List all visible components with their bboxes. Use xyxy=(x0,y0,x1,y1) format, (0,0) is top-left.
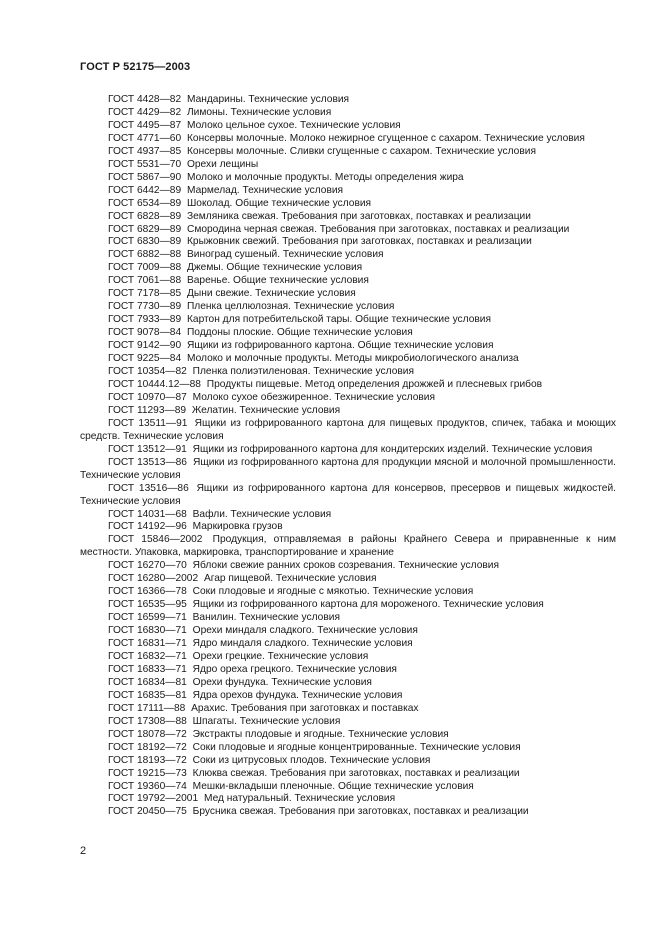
reference-entry xyxy=(80,457,616,483)
reference-title: Соки плодовые и ягодные концентрированные. Технические условия xyxy=(192,741,521,753)
reference-title: Шпагаты. Технические условия xyxy=(192,715,341,727)
reference-title: Поддоны плоские. Общие технические условия xyxy=(186,327,413,339)
reference-entry xyxy=(80,211,616,224)
reference-code: ГОСТ 4771—60 xyxy=(108,132,182,144)
reference-title: Мед натуральный. Технические условия xyxy=(203,793,396,805)
reference-entry xyxy=(80,327,616,340)
reference-code: ГОСТ 16366—78 xyxy=(108,586,187,598)
reference-code: ГОСТ 4428—82 xyxy=(108,94,182,105)
reference-code: ГОСТ 19792—2001 xyxy=(108,793,199,805)
reference-entry xyxy=(80,806,616,819)
reference-entry xyxy=(80,560,616,573)
reference-code: ГОСТ 16832—71 xyxy=(108,650,187,662)
reference-code: ГОСТ 6442—89 xyxy=(108,184,182,196)
reference-entry xyxy=(80,107,616,120)
reference-entry xyxy=(80,573,616,586)
reference-entry xyxy=(80,651,616,664)
reference-entry xyxy=(80,392,616,405)
reference-entry xyxy=(80,716,616,729)
reference-entry xyxy=(80,625,616,638)
reference-code: ГОСТ 16535—95 xyxy=(108,599,187,611)
reference-title: Ящики из гофрированного картона для пищевых продуктов, спичек, табака и моющих средств. Технические условия xyxy=(80,417,616,442)
reference-title: Экстракты плодовые и ягодные. Технические условия xyxy=(192,728,449,740)
reference-code: ГОСТ 13513—86 xyxy=(108,456,187,468)
reference-code: ГОСТ 6829—89 xyxy=(108,223,182,235)
reference-entry xyxy=(80,94,616,107)
reference-title: Ванилин. Технические условия xyxy=(192,612,340,624)
reference-code: ГОСТ 10444.12—88 xyxy=(108,378,201,390)
reference-title: Шоколад. Общие технические условия xyxy=(186,197,372,209)
reference-title: Мармелад. Технические условия xyxy=(186,184,344,196)
reference-code: ГОСТ 7061—88 xyxy=(108,275,182,287)
reference-code: ГОСТ 9078—84 xyxy=(108,327,182,339)
reference-code: ГОСТ 13511—91 xyxy=(108,417,188,429)
reference-code: ГОСТ 4937—85 xyxy=(108,145,182,157)
reference-entry xyxy=(80,664,616,677)
reference-entry xyxy=(80,172,616,185)
reference-entry xyxy=(80,249,616,262)
reference-title: Продукты пищевые. Метод определения дрожжей и плесневых грибов xyxy=(206,378,543,390)
reference-title: Лимоны. Технические условия xyxy=(186,106,332,118)
reference-title: Арахис. Требования при заготовках и поставках xyxy=(191,702,419,714)
reference-code: ГОСТ 17308—88 xyxy=(108,715,187,727)
reference-entry xyxy=(80,703,616,716)
reference-code: ГОСТ 10354—82 xyxy=(108,366,187,378)
reference-entry xyxy=(80,677,616,690)
reference-entry xyxy=(80,236,616,249)
reference-title: Виноград сушеный. Технические условия xyxy=(186,249,384,261)
reference-title: Ящики из гофрированного картона для кондитерских изделий. Технические условия xyxy=(192,443,593,455)
reference-title: Орехи миндаля сладкого. Технические условия xyxy=(192,625,418,637)
reference-title: Консервы молочные. Сливки сгущенные с сахаром. Технические условия xyxy=(186,145,536,157)
reference-entry xyxy=(80,742,616,755)
reference-entry xyxy=(80,599,616,612)
reference-code: ГОСТ 19360—74 xyxy=(108,780,187,792)
reference-title: Соки из цитрусовых плодов. Технические условия xyxy=(192,754,431,766)
reference-title: Вафли. Технические условия xyxy=(192,508,332,520)
reference-code: ГОСТ 16831—71 xyxy=(108,638,187,650)
reference-title: Ядра орехов фундука. Технические условия xyxy=(192,689,403,701)
reference-entry xyxy=(80,612,616,625)
reference-entry xyxy=(80,262,616,275)
reference-entry xyxy=(80,275,616,288)
reference-entry xyxy=(80,288,616,301)
reference-title: Молоко и молочные продукты. Методы определения жира xyxy=(186,171,464,183)
reference-title: Ящики из гофрированного картона для консервов, пресервов и пищевых жидкостей. Технические условия xyxy=(80,482,616,507)
reference-entry xyxy=(80,418,616,444)
reference-code: ГОСТ 4495—87 xyxy=(108,119,182,131)
reference-title: Варенье. Общие технические условия xyxy=(186,275,369,287)
reference-code: ГОСТ 13516—86 xyxy=(108,482,189,494)
reference-code: ГОСТ 4429—82 xyxy=(108,106,182,118)
reference-title: Картон для потребительской тары. Общие технические условия xyxy=(186,314,491,326)
reference-entry xyxy=(80,781,616,794)
reference-code: ГОСТ 14192—96 xyxy=(108,521,187,533)
reference-code: ГОСТ 16599—71 xyxy=(108,612,187,624)
reference-title: Молоко цельное сухое. Технические условия xyxy=(186,119,401,131)
reference-title: Пленка целлюлозная. Технические условия xyxy=(186,301,395,313)
reference-entry xyxy=(80,521,616,534)
reference-code: ГОСТ 7178—85 xyxy=(108,288,182,300)
reference-entry xyxy=(80,638,616,651)
reference-code: ГОСТ 10970—87 xyxy=(108,391,187,403)
reference-title: Ядро ореха грецкого. Технические условия xyxy=(192,663,397,675)
reference-entry xyxy=(80,314,616,327)
reference-code: ГОСТ 20450—75 xyxy=(108,806,187,818)
reference-code: ГОСТ 18193—72 xyxy=(108,754,187,766)
reference-code: ГОСТ 16833—71 xyxy=(108,663,187,675)
reference-entry xyxy=(80,366,616,379)
reference-code: ГОСТ 16270—70 xyxy=(108,560,187,572)
reference-code: ГОСТ 7009—88 xyxy=(108,262,182,274)
reference-code: ГОСТ 15846—2002 xyxy=(108,534,203,546)
reference-title: Орехи фундука. Технические условия xyxy=(192,676,372,688)
reference-title: Желатин. Технические условия xyxy=(191,404,341,416)
reference-title: Продукция, отправляемая в районы Крайнего Севера и приравненные к ним местности. Упаковка, маркировка, транспортирование и хранение xyxy=(80,534,616,559)
reference-code: ГОСТ 9225—84 xyxy=(108,353,182,365)
reference-code: ГОСТ 11293—89 xyxy=(108,404,187,416)
page-number: 2 xyxy=(80,845,87,857)
reference-title: Мандарины. Технические условия xyxy=(186,94,350,105)
document-header: ГОСТ Р 52175—2003 xyxy=(80,61,191,73)
reference-code: ГОСТ 16834—81 xyxy=(108,676,187,688)
reference-code: ГОСТ 16835—81 xyxy=(108,689,187,701)
reference-entry xyxy=(80,509,616,522)
reference-title: Джемы. Общие технические условия xyxy=(186,262,363,274)
reference-entry xyxy=(80,793,616,806)
reference-code: ГОСТ 9142—90 xyxy=(108,340,182,352)
reference-entry xyxy=(80,198,616,211)
reference-title: Земляника свежая. Требования при заготовках, поставках и реализации xyxy=(186,210,531,222)
reference-code: ГОСТ 6882—88 xyxy=(108,249,182,261)
reference-title: Орехи лещины xyxy=(186,158,259,170)
reference-code: ГОСТ 18078—72 xyxy=(108,728,187,740)
reference-entry xyxy=(80,224,616,237)
reference-code: ГОСТ 7933—89 xyxy=(108,314,182,326)
reference-entry xyxy=(80,301,616,314)
reference-title: Мешки-вкладыши пленочные. Общие технические условия xyxy=(192,780,474,792)
reference-title: Соки плодовые и ягодные с мякотью. Технические условия xyxy=(192,586,474,598)
reference-code: ГОСТ 7730—89 xyxy=(108,301,182,313)
reference-title: Пленка полиэтиленовая. Технические условия xyxy=(192,366,414,378)
reference-code: ГОСТ 6828—89 xyxy=(108,210,182,222)
reference-code: ГОСТ 5531—70 xyxy=(108,158,182,170)
reference-entry xyxy=(80,185,616,198)
reference-title: Ящики из гофрированного картона для продукции мясной и молочной промышленности. Технические условия xyxy=(80,456,616,481)
reference-code: ГОСТ 17111—88 xyxy=(108,702,186,714)
reference-title: Молоко и молочные продукты. Методы микробиологического анализа xyxy=(186,353,519,365)
reference-entry xyxy=(80,586,616,599)
reference-entry xyxy=(80,755,616,768)
reference-entry xyxy=(80,159,616,172)
reference-title: Крыжовник свежий. Требования при заготовках, поставках и реализации xyxy=(186,236,532,248)
reference-entry xyxy=(80,444,616,457)
reference-title: Молоко сухое обезжиренное. Технические условия xyxy=(192,391,436,403)
reference-entry xyxy=(80,133,616,146)
reference-title: Яблоки свежие ранних сроков созревания. Технические условия xyxy=(192,560,499,572)
reference-code: ГОСТ 6534—89 xyxy=(108,197,182,209)
reference-title: Дыни свежие. Технические условия xyxy=(186,288,356,300)
reference-title: Брусника свежая. Требования при заготовках, поставках и реализации xyxy=(192,806,529,818)
reference-entry xyxy=(80,120,616,133)
reference-code: ГОСТ 14031—68 xyxy=(108,508,187,520)
reference-entry xyxy=(80,146,616,159)
reference-code: ГОСТ 18192—72 xyxy=(108,741,187,753)
reference-title: Ящики из гофрированного картона. Общие технические условия xyxy=(186,340,494,352)
reference-entry xyxy=(80,483,616,509)
reference-code: ГОСТ 5867—90 xyxy=(108,171,182,183)
reference-title: Ящики из гофрированного картона для мороженого. Технические условия xyxy=(192,599,544,611)
reference-entry xyxy=(80,340,616,353)
reference-title: Ядро миндаля сладкого. Технические условия xyxy=(192,638,413,650)
reference-entry xyxy=(80,379,616,392)
reference-code: ГОСТ 13512—91 xyxy=(108,443,187,455)
normative-references-list xyxy=(80,94,616,819)
reference-entry xyxy=(80,405,616,418)
reference-title: Орехи грецкие. Технические условия xyxy=(192,650,369,662)
reference-code: ГОСТ 19215—73 xyxy=(108,767,187,779)
reference-code: ГОСТ 6830—89 xyxy=(108,236,182,248)
reference-title: Смородина черная свежая. Требования при заготовках, поставках и реализации xyxy=(186,223,570,235)
reference-entry xyxy=(80,690,616,703)
reference-title: Клюква свежая. Требования при заготовках, поставках и реализации xyxy=(192,767,520,779)
reference-code: ГОСТ 16280—2002 xyxy=(108,573,199,585)
reference-title: Консервы молочные. Молоко нежирное сгущенное с сахаром. Технические условия xyxy=(186,132,585,144)
reference-entry xyxy=(80,729,616,742)
reference-title: Маркировка грузов xyxy=(192,521,283,533)
reference-title: Агар пищевой. Технические условия xyxy=(203,573,377,585)
reference-entry xyxy=(80,534,616,560)
reference-entry xyxy=(80,353,616,366)
reference-code: ГОСТ 16830—71 xyxy=(108,625,187,637)
reference-entry xyxy=(80,768,616,781)
